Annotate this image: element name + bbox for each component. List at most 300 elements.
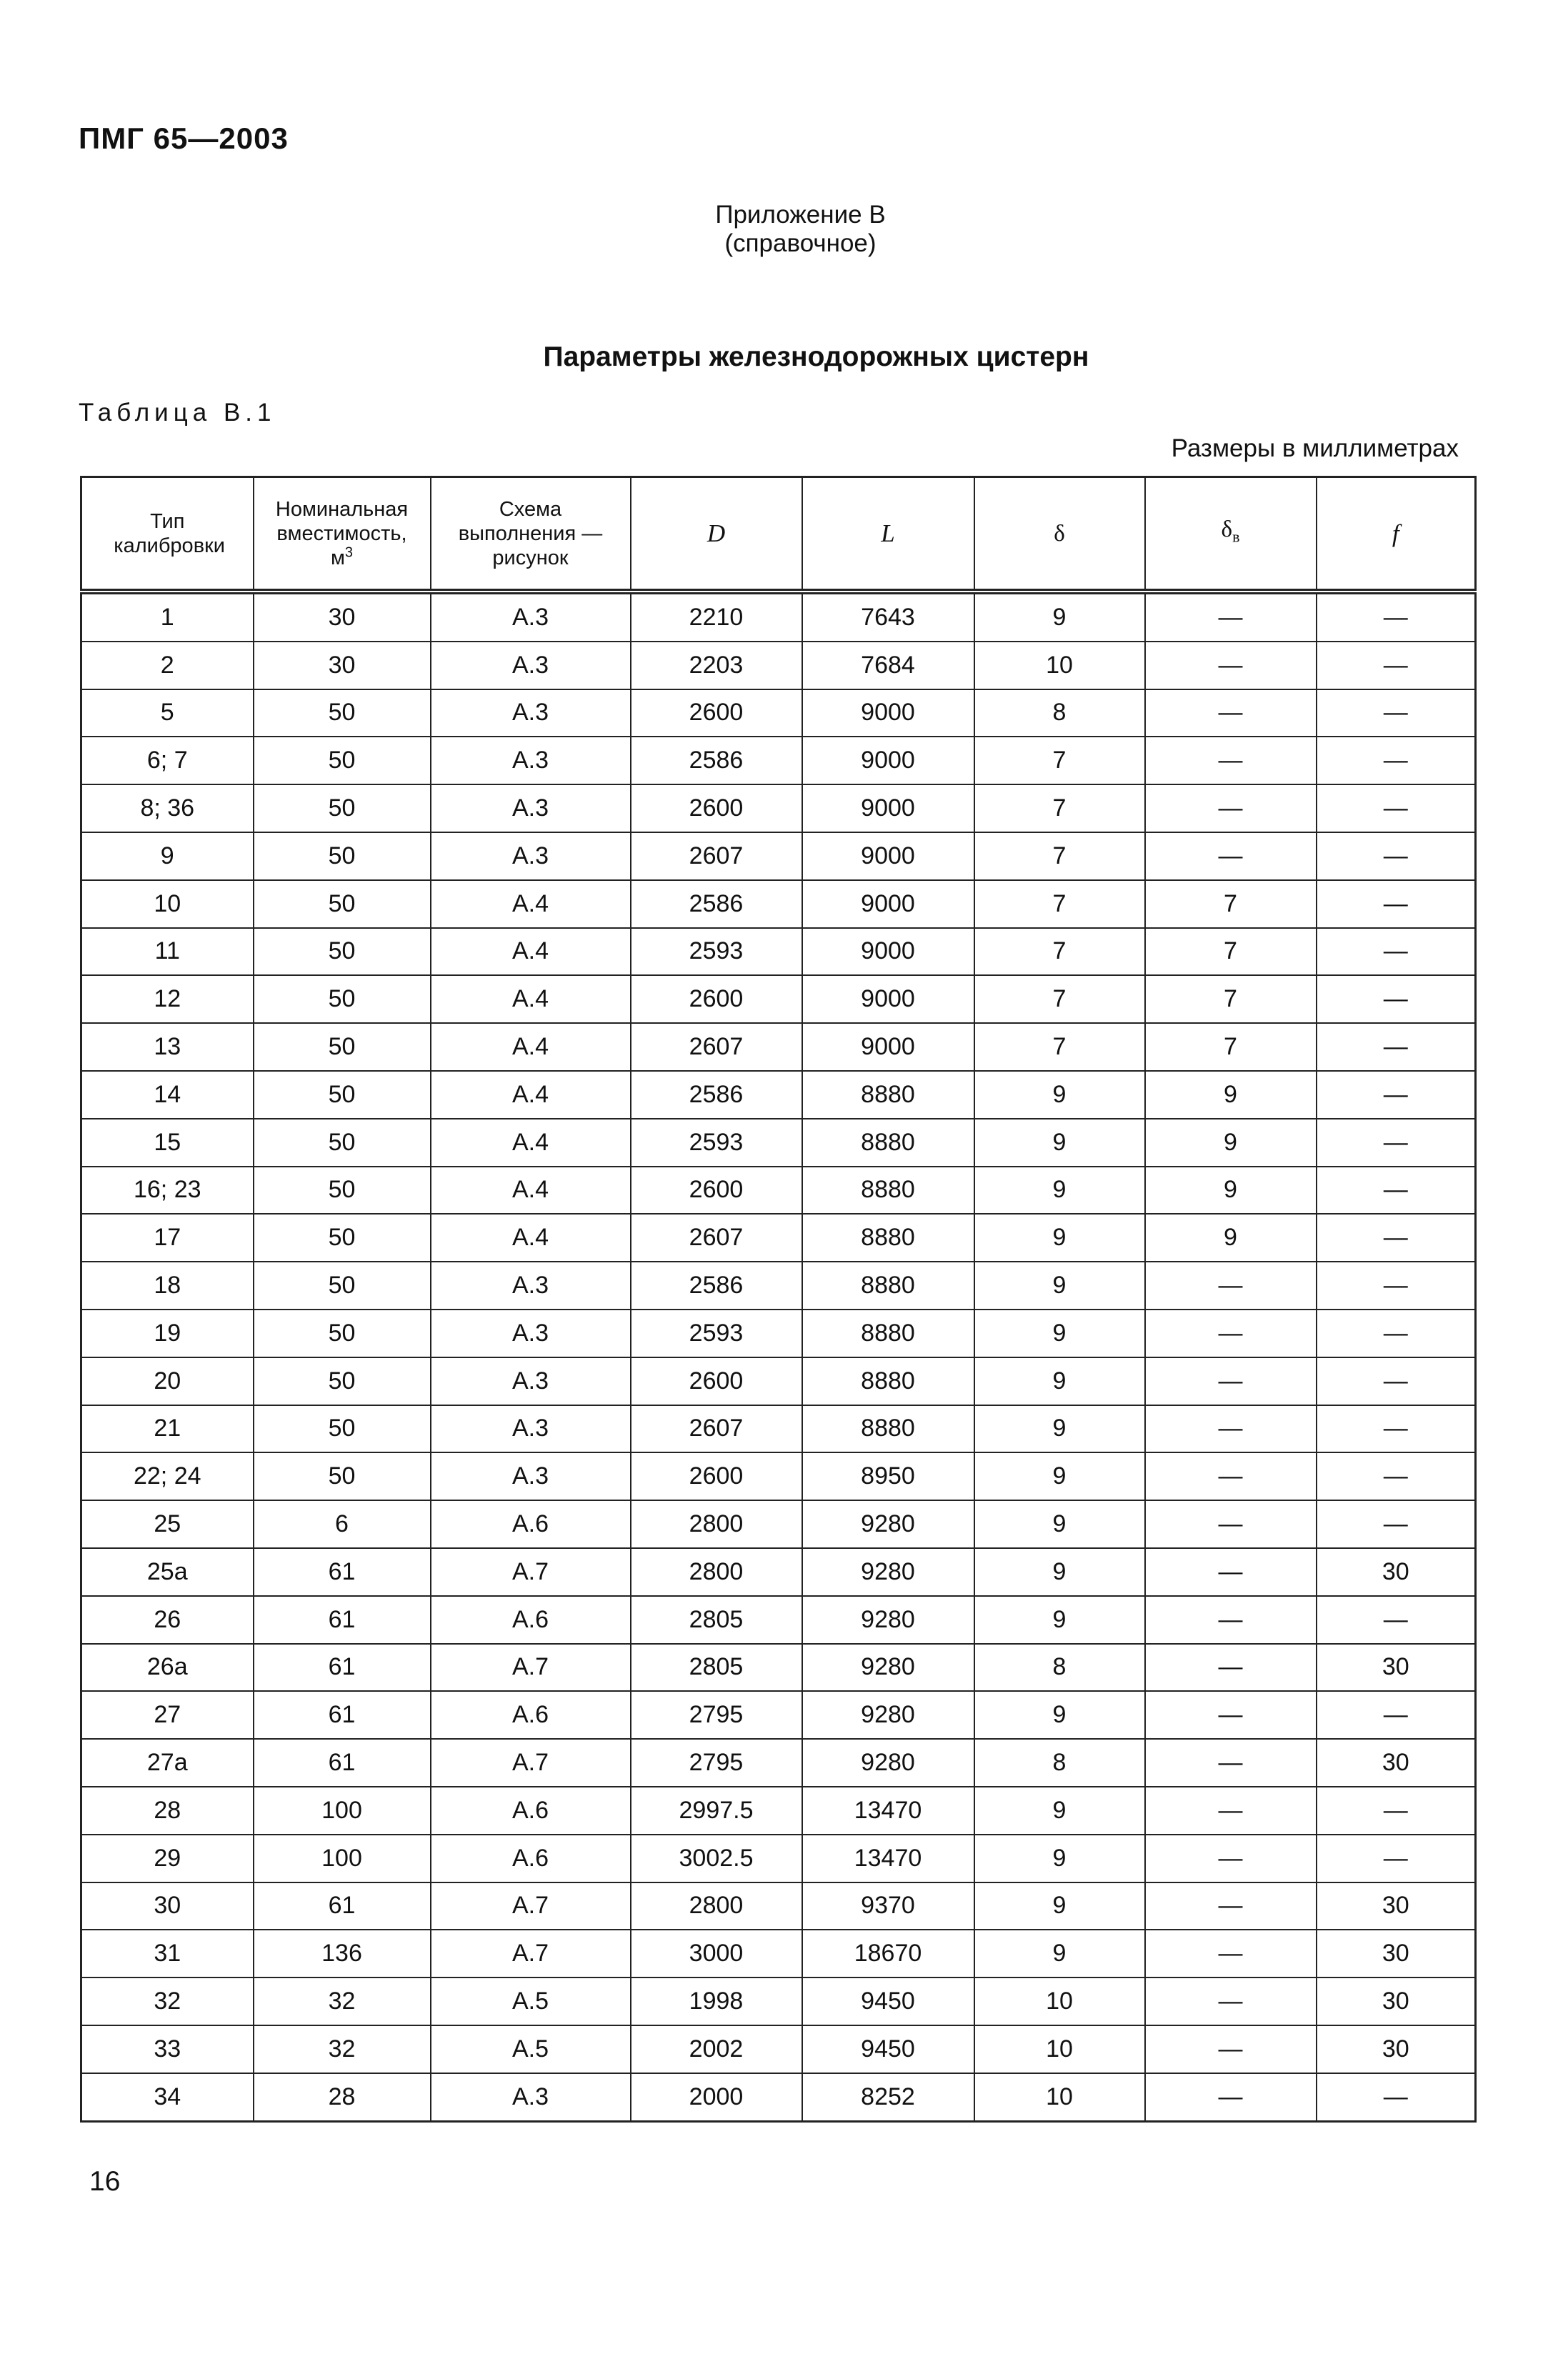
- cell-d: 2203: [631, 642, 802, 689]
- cell-scheme: А.3: [431, 1405, 631, 1453]
- cell-nominal-capacity: 61: [254, 1548, 431, 1596]
- cell-delta-v: —: [1145, 1977, 1317, 2025]
- table-row: [81, 1691, 1476, 1739]
- cell-delta: 9: [974, 1452, 1145, 1500]
- cell-f: 30: [1317, 1930, 1476, 1977]
- cell-delta-v: —: [1145, 1548, 1317, 1596]
- cell-f: —: [1317, 928, 1476, 976]
- cell-d: 2805: [631, 1644, 802, 1692]
- cell-d: 2586: [631, 1071, 802, 1119]
- cell-delta: 9: [974, 1310, 1145, 1357]
- cell-f: —: [1317, 689, 1476, 737]
- cell-delta-v: —: [1145, 1310, 1317, 1357]
- cell-delta-v: —: [1145, 1500, 1317, 1548]
- cell-d: 2210: [631, 592, 802, 642]
- table-row: [81, 1023, 1476, 1071]
- document-code: ПМГ 65—2003: [79, 121, 289, 155]
- cell-nominal-capacity: 32: [254, 2025, 431, 2073]
- cell-calibration-type: 26а: [81, 1644, 254, 1692]
- cell-nominal-capacity: 61: [254, 1739, 431, 1787]
- cell-nominal-capacity: 50: [254, 1357, 431, 1405]
- cell-nominal-capacity: 50: [254, 1119, 431, 1167]
- cell-l: 9000: [802, 975, 974, 1023]
- cell-l: 8880: [802, 1167, 974, 1215]
- cell-f: 30: [1317, 2025, 1476, 2073]
- cell-delta: 10: [974, 1977, 1145, 2025]
- cell-delta: 7: [974, 784, 1145, 832]
- cell-scheme: А.3: [431, 832, 631, 880]
- cell-d: 2607: [631, 1214, 802, 1262]
- cell-delta-v: —: [1145, 689, 1317, 737]
- cell-nominal-capacity: 32: [254, 1977, 431, 2025]
- cell-f: —: [1317, 1787, 1476, 1835]
- cell-delta-v: 7: [1145, 1023, 1317, 1071]
- cell-l: 7684: [802, 642, 974, 689]
- cell-calibration-type: 1: [81, 592, 254, 642]
- cell-calibration-type: 27: [81, 1691, 254, 1739]
- cell-d: 2593: [631, 1119, 802, 1167]
- cell-delta: 10: [974, 642, 1145, 689]
- cell-f: —: [1317, 642, 1476, 689]
- cell-delta: 9: [974, 1405, 1145, 1453]
- cell-delta-v: —: [1145, 784, 1317, 832]
- table-row: [81, 928, 1476, 976]
- cell-f: —: [1317, 2073, 1476, 2121]
- cell-d: 3002.5: [631, 1835, 802, 1882]
- cell-scheme: А.6: [431, 1596, 631, 1644]
- cell-delta-v: —: [1145, 1930, 1317, 1977]
- cell-scheme: А.3: [431, 784, 631, 832]
- cell-delta-v: —: [1145, 1644, 1317, 1692]
- table-row: [81, 1882, 1476, 1930]
- cell-d: 2586: [631, 880, 802, 928]
- cell-scheme: А.4: [431, 1214, 631, 1262]
- table-row: [81, 1930, 1476, 1977]
- header-l: L: [802, 477, 974, 592]
- cell-f: —: [1317, 832, 1476, 880]
- cell-nominal-capacity: 50: [254, 1405, 431, 1453]
- cell-d: 2600: [631, 1452, 802, 1500]
- cell-scheme: А.7: [431, 1930, 631, 1977]
- cell-nominal-capacity: 28: [254, 2073, 431, 2121]
- header-calibration-type-text: Тип калибровки: [114, 509, 225, 557]
- cell-delta-v: —: [1145, 592, 1317, 642]
- cell-delta: 9: [974, 1548, 1145, 1596]
- cell-calibration-type: 30: [81, 1882, 254, 1930]
- cell-f: —: [1317, 784, 1476, 832]
- cell-calibration-type: 14: [81, 1071, 254, 1119]
- cell-f: —: [1317, 880, 1476, 928]
- cell-l: 9000: [802, 832, 974, 880]
- table-row: [81, 1739, 1476, 1787]
- cell-scheme: А.3: [431, 1357, 631, 1405]
- cell-l: 8880: [802, 1071, 974, 1119]
- cell-delta-v: —: [1145, 1882, 1317, 1930]
- cell-l: 13470: [802, 1787, 974, 1835]
- table-row: [81, 1596, 1476, 1644]
- table-header-row: [81, 477, 1476, 592]
- header-f: f: [1317, 477, 1476, 592]
- annex-subtitle: (справочное): [724, 229, 877, 257]
- cell-f: —: [1317, 1310, 1476, 1357]
- cell-l: 8252: [802, 2073, 974, 2121]
- cell-nominal-capacity: 30: [254, 592, 431, 642]
- cell-f: —: [1317, 1119, 1476, 1167]
- cell-calibration-type: 13: [81, 1023, 254, 1071]
- cell-l: 9280: [802, 1548, 974, 1596]
- cell-scheme: А.3: [431, 1452, 631, 1500]
- cell-delta: 9: [974, 1167, 1145, 1215]
- cell-delta: 9: [974, 1119, 1145, 1167]
- cell-delta: 9: [974, 1500, 1145, 1548]
- cell-d: 2800: [631, 1882, 802, 1930]
- cell-calibration-type: 21: [81, 1405, 254, 1453]
- table-row: [81, 832, 1476, 880]
- cell-scheme: А.3: [431, 689, 631, 737]
- cell-scheme: А.7: [431, 1644, 631, 1692]
- cell-delta-v: —: [1145, 1262, 1317, 1310]
- cell-nominal-capacity: 61: [254, 1882, 431, 1930]
- cell-delta: 10: [974, 2073, 1145, 2121]
- cell-f: —: [1317, 592, 1476, 642]
- cell-delta-v: —: [1145, 832, 1317, 880]
- table-row: [81, 1644, 1476, 1692]
- cell-l: 9000: [802, 784, 974, 832]
- cell-scheme: А.4: [431, 1119, 631, 1167]
- cell-calibration-type: 33: [81, 2025, 254, 2073]
- cell-l: 9000: [802, 880, 974, 928]
- cell-l: 9000: [802, 928, 974, 976]
- cell-f: 30: [1317, 1882, 1476, 1930]
- table-body: [81, 592, 1476, 2121]
- cell-d: 2600: [631, 784, 802, 832]
- table-row: [81, 737, 1476, 784]
- cell-delta-v: —: [1145, 2025, 1317, 2073]
- cell-l: 9280: [802, 1644, 974, 1692]
- cell-f: —: [1317, 1071, 1476, 1119]
- table-row: [81, 1262, 1476, 1310]
- cell-calibration-type: 9: [81, 832, 254, 880]
- cell-f: 30: [1317, 1548, 1476, 1596]
- cell-calibration-type: 17: [81, 1214, 254, 1262]
- cell-scheme: А.3: [431, 2073, 631, 2121]
- cell-calibration-type: 19: [81, 1310, 254, 1357]
- cell-delta: 7: [974, 928, 1145, 976]
- cell-delta: 7: [974, 880, 1145, 928]
- cell-delta: 9: [974, 1930, 1145, 1977]
- table-row: [81, 1977, 1476, 2025]
- cell-scheme: А.6: [431, 1835, 631, 1882]
- cell-calibration-type: 20: [81, 1357, 254, 1405]
- cell-delta: 8: [974, 1644, 1145, 1692]
- cell-nominal-capacity: 50: [254, 1023, 431, 1071]
- cell-delta: 10: [974, 2025, 1145, 2073]
- header-scheme-text: Схема выполнения — рисунок: [458, 497, 603, 569]
- cell-delta-v: 9: [1145, 1119, 1317, 1167]
- cell-f: —: [1317, 1357, 1476, 1405]
- cell-l: 9000: [802, 737, 974, 784]
- page-number: 16: [89, 2166, 121, 2197]
- cell-l: 8950: [802, 1452, 974, 1500]
- cell-scheme: А.4: [431, 975, 631, 1023]
- table-row: [81, 1310, 1476, 1357]
- cell-d: 2795: [631, 1691, 802, 1739]
- cell-delta-v: —: [1145, 1596, 1317, 1644]
- cell-d: 1998: [631, 1977, 802, 2025]
- cell-nominal-capacity: 100: [254, 1787, 431, 1835]
- cell-delta: 9: [974, 1787, 1145, 1835]
- cell-delta: 9: [974, 1835, 1145, 1882]
- cell-d: 2600: [631, 975, 802, 1023]
- header-scheme: [431, 477, 631, 592]
- cell-nominal-capacity: 50: [254, 1167, 431, 1215]
- table-row: [81, 784, 1476, 832]
- cell-f: 30: [1317, 1739, 1476, 1787]
- cell-scheme: А.7: [431, 1548, 631, 1596]
- cell-delta-v: —: [1145, 1835, 1317, 1882]
- cell-delta-v: 9: [1145, 1214, 1317, 1262]
- cell-delta: 9: [974, 1214, 1145, 1262]
- units-note: Размеры в миллиметрах: [1171, 434, 1459, 462]
- cell-l: 9370: [802, 1882, 974, 1930]
- cell-d: 2607: [631, 1023, 802, 1071]
- cell-nominal-capacity: 61: [254, 1596, 431, 1644]
- cell-f: —: [1317, 1167, 1476, 1215]
- cell-calibration-type: 31: [81, 1930, 254, 1977]
- cell-scheme: А.6: [431, 1787, 631, 1835]
- annex-title: Приложение В: [715, 201, 886, 229]
- cell-nominal-capacity: 50: [254, 689, 431, 737]
- cell-d: 2002: [631, 2025, 802, 2073]
- cell-nominal-capacity: 30: [254, 642, 431, 689]
- cell-d: 2000: [631, 2073, 802, 2121]
- table-row: [81, 975, 1476, 1023]
- table-row: [81, 1500, 1476, 1548]
- cell-d: 2795: [631, 1739, 802, 1787]
- cell-delta-v: 7: [1145, 880, 1317, 928]
- cell-scheme: А.7: [431, 1882, 631, 1930]
- cell-f: —: [1317, 1405, 1476, 1453]
- header-delta-v-display: $\delta_в$: [1221, 517, 1240, 546]
- cell-l: 9280: [802, 1596, 974, 1644]
- cell-f: —: [1317, 1452, 1476, 1500]
- table-row: [81, 1452, 1476, 1500]
- table-row: [81, 1405, 1476, 1453]
- cell-delta-v: —: [1145, 1787, 1317, 1835]
- cell-delta: 9: [974, 1596, 1145, 1644]
- document-title: Параметры железнодорожных цистерн: [543, 341, 1089, 372]
- cell-calibration-type: 15: [81, 1119, 254, 1167]
- cell-scheme: А.4: [431, 1167, 631, 1215]
- cell-d: 2607: [631, 1405, 802, 1453]
- cell-delta-v: —: [1145, 1452, 1317, 1500]
- cell-delta-v: 7: [1145, 928, 1317, 976]
- cell-nominal-capacity: 50: [254, 832, 431, 880]
- cell-delta-v: 7: [1145, 975, 1317, 1023]
- cell-calibration-type: 34: [81, 2073, 254, 2121]
- cell-delta-v: —: [1145, 1739, 1317, 1787]
- table-row: [81, 1357, 1476, 1405]
- cell-delta: 9: [974, 592, 1145, 642]
- cell-f: —: [1317, 1500, 1476, 1548]
- cell-delta: 9: [974, 1691, 1145, 1739]
- cell-delta: 9: [974, 1357, 1145, 1405]
- cell-nominal-capacity: 61: [254, 1644, 431, 1692]
- cell-scheme: А.3: [431, 1310, 631, 1357]
- cell-f: —: [1317, 1835, 1476, 1882]
- table-row: [81, 1119, 1476, 1167]
- cell-l: 9450: [802, 2025, 974, 2073]
- cell-d: 2800: [631, 1548, 802, 1596]
- cell-d: 2997.5: [631, 1787, 802, 1835]
- cell-nominal-capacity: 50: [254, 1452, 431, 1500]
- cell-nominal-capacity: 50: [254, 737, 431, 784]
- cell-delta-v: —: [1145, 642, 1317, 689]
- header-calibration-type: [81, 477, 254, 592]
- cell-l: 9280: [802, 1691, 974, 1739]
- header-delta: δ: [974, 477, 1145, 592]
- cell-scheme: А.6: [431, 1691, 631, 1739]
- cell-nominal-capacity: 6: [254, 1500, 431, 1548]
- cell-scheme: А.4: [431, 1023, 631, 1071]
- cell-nominal-capacity: 50: [254, 928, 431, 976]
- cell-nominal-capacity: 50: [254, 784, 431, 832]
- cell-l: 9280: [802, 1500, 974, 1548]
- cell-scheme: А.4: [431, 1071, 631, 1119]
- cell-f: —: [1317, 1262, 1476, 1310]
- cell-nominal-capacity: 50: [254, 1214, 431, 1262]
- cell-d: 2593: [631, 1310, 802, 1357]
- table-row: [81, 1167, 1476, 1215]
- cell-d: 2600: [631, 1167, 802, 1215]
- cell-d: 2805: [631, 1596, 802, 1644]
- header-nominal-capacity-display: Номинальная вместимость, $м^3$: [275, 497, 409, 569]
- cell-f: —: [1317, 975, 1476, 1023]
- cell-scheme: А.3: [431, 1262, 631, 1310]
- cell-delta: 7: [974, 1023, 1145, 1071]
- cell-delta: 7: [974, 832, 1145, 880]
- cell-calibration-type: 10: [81, 880, 254, 928]
- header-d: D: [631, 477, 802, 592]
- cell-calibration-type: 32: [81, 1977, 254, 2025]
- cell-d: 2800: [631, 1500, 802, 1548]
- table-label: Таблица В.1: [79, 399, 276, 427]
- cell-f: 30: [1317, 1977, 1476, 2025]
- cell-calibration-type: 11: [81, 928, 254, 976]
- table-row: [81, 2025, 1476, 2073]
- cell-delta-v: —: [1145, 1405, 1317, 1453]
- table-row: [81, 1835, 1476, 1882]
- cell-delta: 7: [974, 737, 1145, 784]
- table-row: [81, 1214, 1476, 1262]
- cell-calibration-type: 5: [81, 689, 254, 737]
- cell-f: —: [1317, 737, 1476, 784]
- cell-calibration-type: 22; 24: [81, 1452, 254, 1500]
- cell-delta: 9: [974, 1071, 1145, 1119]
- cell-delta: 8: [974, 1739, 1145, 1787]
- cell-nominal-capacity: 50: [254, 975, 431, 1023]
- cell-nominal-capacity: 50: [254, 880, 431, 928]
- table-row: [81, 689, 1476, 737]
- cell-scheme: А.7: [431, 1739, 631, 1787]
- cell-d: 3000: [631, 1930, 802, 1977]
- tank-parameters-table: [80, 476, 1477, 2123]
- cell-calibration-type: 8; 36: [81, 784, 254, 832]
- table-row: [81, 1787, 1476, 1835]
- cell-d: 2600: [631, 689, 802, 737]
- cell-calibration-type: 25а: [81, 1548, 254, 1596]
- cell-delta-v: —: [1145, 1357, 1317, 1405]
- cell-l: 9280: [802, 1739, 974, 1787]
- cell-delta-v: 9: [1145, 1071, 1317, 1119]
- cell-scheme: А.3: [431, 737, 631, 784]
- cell-scheme: А.4: [431, 880, 631, 928]
- cell-f: —: [1317, 1691, 1476, 1739]
- cell-nominal-capacity: 100: [254, 1835, 431, 1882]
- cell-d: 2600: [631, 1357, 802, 1405]
- cell-calibration-type: 26: [81, 1596, 254, 1644]
- cell-calibration-type: 28: [81, 1787, 254, 1835]
- table-row: [81, 2073, 1476, 2121]
- table-row: [81, 592, 1476, 642]
- cell-calibration-type: 12: [81, 975, 254, 1023]
- header-nominal-capacity: [254, 477, 431, 592]
- cell-l: 8880: [802, 1262, 974, 1310]
- cell-nominal-capacity: 136: [254, 1930, 431, 1977]
- cell-calibration-type: 25: [81, 1500, 254, 1548]
- cell-scheme: А.6: [431, 1500, 631, 1548]
- cell-l: 9450: [802, 1977, 974, 2025]
- cell-l: 8880: [802, 1214, 974, 1262]
- cell-delta: 9: [974, 1262, 1145, 1310]
- cell-d: 2607: [631, 832, 802, 880]
- cell-l: 9000: [802, 1023, 974, 1071]
- cell-delta-v: —: [1145, 1691, 1317, 1739]
- cell-scheme: А.5: [431, 1977, 631, 2025]
- cell-delta-v: —: [1145, 737, 1317, 784]
- cell-l: 7643: [802, 592, 974, 642]
- cell-delta: 9: [974, 1882, 1145, 1930]
- cell-delta: 7: [974, 975, 1145, 1023]
- table-row: [81, 1071, 1476, 1119]
- cell-calibration-type: 29: [81, 1835, 254, 1882]
- header-delta-v: [1145, 477, 1317, 592]
- cell-f: 30: [1317, 1644, 1476, 1692]
- cell-d: 2586: [631, 737, 802, 784]
- table-row: [81, 642, 1476, 689]
- cell-l: 18670: [802, 1930, 974, 1977]
- cell-scheme: А.5: [431, 2025, 631, 2073]
- cell-l: 13470: [802, 1835, 974, 1882]
- cell-l: 8880: [802, 1357, 974, 1405]
- cell-nominal-capacity: 50: [254, 1071, 431, 1119]
- cell-delta-v: —: [1145, 2073, 1317, 2121]
- cell-calibration-type: 18: [81, 1262, 254, 1310]
- cell-f: —: [1317, 1023, 1476, 1071]
- cell-nominal-capacity: 61: [254, 1691, 431, 1739]
- cell-d: 2593: [631, 928, 802, 976]
- cell-delta-v: 9: [1145, 1167, 1317, 1215]
- cell-calibration-type: 6; 7: [81, 737, 254, 784]
- cell-calibration-type: 2: [81, 642, 254, 689]
- cell-nominal-capacity: 50: [254, 1262, 431, 1310]
- cell-l: 8880: [802, 1119, 974, 1167]
- cell-scheme: А.4: [431, 928, 631, 976]
- table-row: [81, 1548, 1476, 1596]
- cell-l: 9000: [802, 689, 974, 737]
- cell-scheme: А.3: [431, 592, 631, 642]
- cell-f: —: [1317, 1214, 1476, 1262]
